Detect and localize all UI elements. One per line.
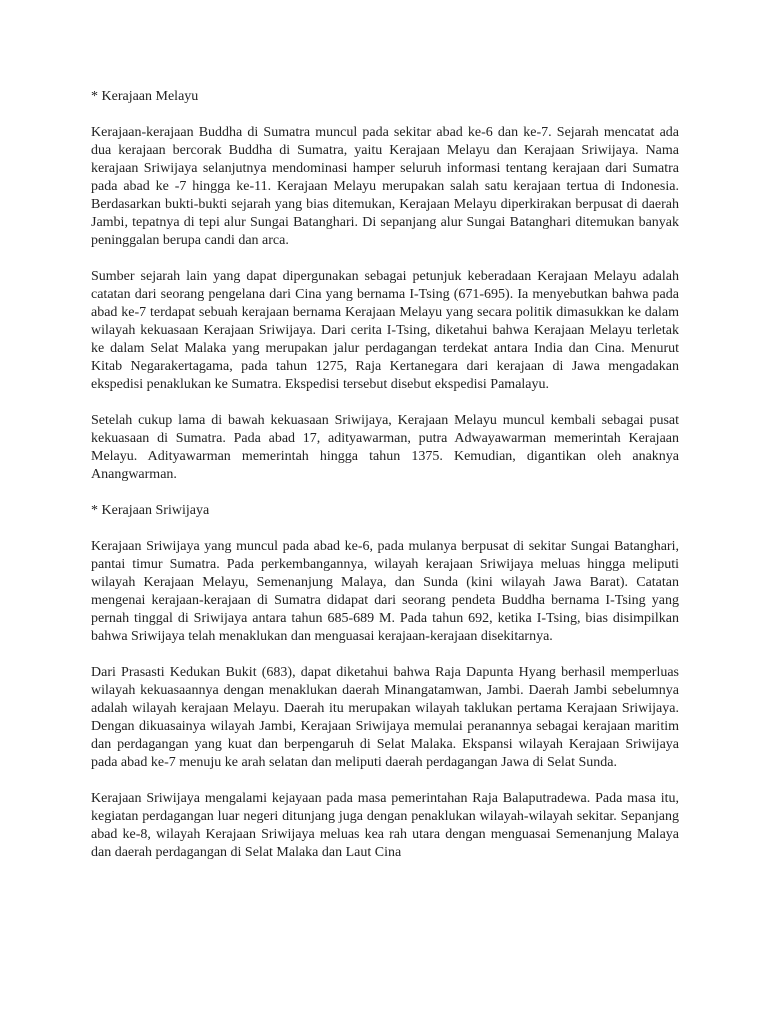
paragraph-melayu-origins: Kerajaan-kerajaan Buddha di Sumatra muncul pada sekitar abad ke-6 dan ke-7. Sejarah mencatat ada dua kerajaan bercorak Buddha di Sumatra, yaitu Kerajaan Melayu dan Kerajaan Sriwijaya. Nama kerajaan Sriwijaya selanjutnya mendominasi hamper seluruh informasi tentang kerajaan dari Sumatra pada abad ke -7 hingga ke-11. Kerajaan Melayu merupakan salah satu kerajaan tertua di Indonesia. Berdasarkan bukti-bukti sejarah yang bias ditemukan, Kerajaan Melayu diperkirakan berpusat di daerah Jambi, tepatnya di tepi alur Sungai Batanghari. Di sepanjang alur Sungai Batanghari ditemukan banyak peninggalan berupa candi dan arca.	[91, 125, 679, 248]
heading-kerajaan-sriwijaya: * Kerajaan Sriwijaya	[91, 503, 210, 518]
heading-kerajaan-melayu: * Kerajaan Melayu	[91, 89, 199, 104]
paragraph-melayu-revival: Setelah cukup lama di bawah kekuasaan Sriwijaya, Kerajaan Melayu muncul kembali sebagai pusat kekuasaan di Sumatra. Pada abad 17, adityawarman, putra Adwayawarman memerintah Kerajaan Melayu. Adityawarman memerintah hingga tahun 1375. Kemudian, digantikan oleh anaknya Anangwarman.	[91, 413, 679, 482]
document-page	[91, 88, 679, 862]
paragraph-melayu-sources: Sumber sejarah lain yang dapat dipergunakan sebagai petunjuk keberadaan Kerajaan Melayu adalah catatan dari seorang pengelana dari Cina yang bernama I-Tsing (671-695). Ia menyebutkan bahwa pada abad ke-7 terdapat sebuah kerajaan bernama Kerajaan Melayu yang secara politik dimasukkan ke dalam wilayah kekuasaan Kerajaan Sriwijaya. Dari cerita I-Tsing, diketahui bahwa Kerajaan Melayu terletak ke dalam Selat Malaka yang merupakan jalur perdagangan terdekat antara India dan Cina. Menurut Kitab Negarakertagama, pada tahun 1275, Raja Kertanegara dari kerajaan di Jawa mengadakan ekspedisi penaklukan ke Sumatra. Ekspedisi tersebut disebut ekspedisi Pamalayu.	[91, 269, 679, 392]
paragraph-sriwijaya-origins: Kerajaan Sriwijaya yang muncul pada abad ke-6, pada mulanya berpusat di sekitar Sungai Batanghari, pantai timur Sumatra. Pada perkembangannya, wilayah kerajaan Sriwijaya meluas hingga meliputi wilayah Kerajaan Melayu, Semenanjung Malaya, dan Sunda (kini wilayah Jawa Barat). Catatan mengenai kerajaan-kerajaan di Sumatra didapat dari seorang pendeta Buddha bernama I-Tsing yang pernah tinggal di Sriwijaya antara tahun 685-689 M. Pada tahun 692, ketika I-Tsing, bias disimpilkan bahwa Sriwijaya telah menaklukan dan menguasai kerajaan-kerajaan disekitarnya.	[91, 539, 679, 644]
paragraph-sriwijaya-expansion: Dari Prasasti Kedukan Bukit (683), dapat diketahui bahwa Raja Dapunta Hyang berhasil memperluas wilayah kekuasaannya dengan menaklukan daerah Minangatamwan, Jambi. Daerah Jambi sebelumnya adalah wilayah kerajaan Melayu. Daerah itu merupakan wilayah taklukan pertama Kerajaan Sriwijaya. Dengan dikuasainya wilayah Jambi, Kerajaan Sriwijaya memulai peranannya sebagai kerajaan maritim dan perdagangan yang kuat dan berpengaruh di Selat Malaka. Ekspansi wilayah Kerajaan Sriwijaya pada abad ke-7 menuju ke arah selatan dan meliputi daerah perdagangan Jawa di Selat Sunda.	[91, 665, 679, 770]
paragraph-sriwijaya-golden-age: Kerajaan Sriwijaya mengalami kejayaan pada masa pemerintahan Raja Balaputradewa. Pada masa itu, kegiatan perdagangan luar negeri ditunjang juga dengan penaklukan wilayah-wilayah sekitar. Sepanjang abad ke-8, wilayah Kerajaan Sriwijaya meluas kea rah utara dengan menguasai Semenanjung Malaya dan daerah perdagangan di Selat Malaka dan Laut Cina	[91, 791, 679, 860]
